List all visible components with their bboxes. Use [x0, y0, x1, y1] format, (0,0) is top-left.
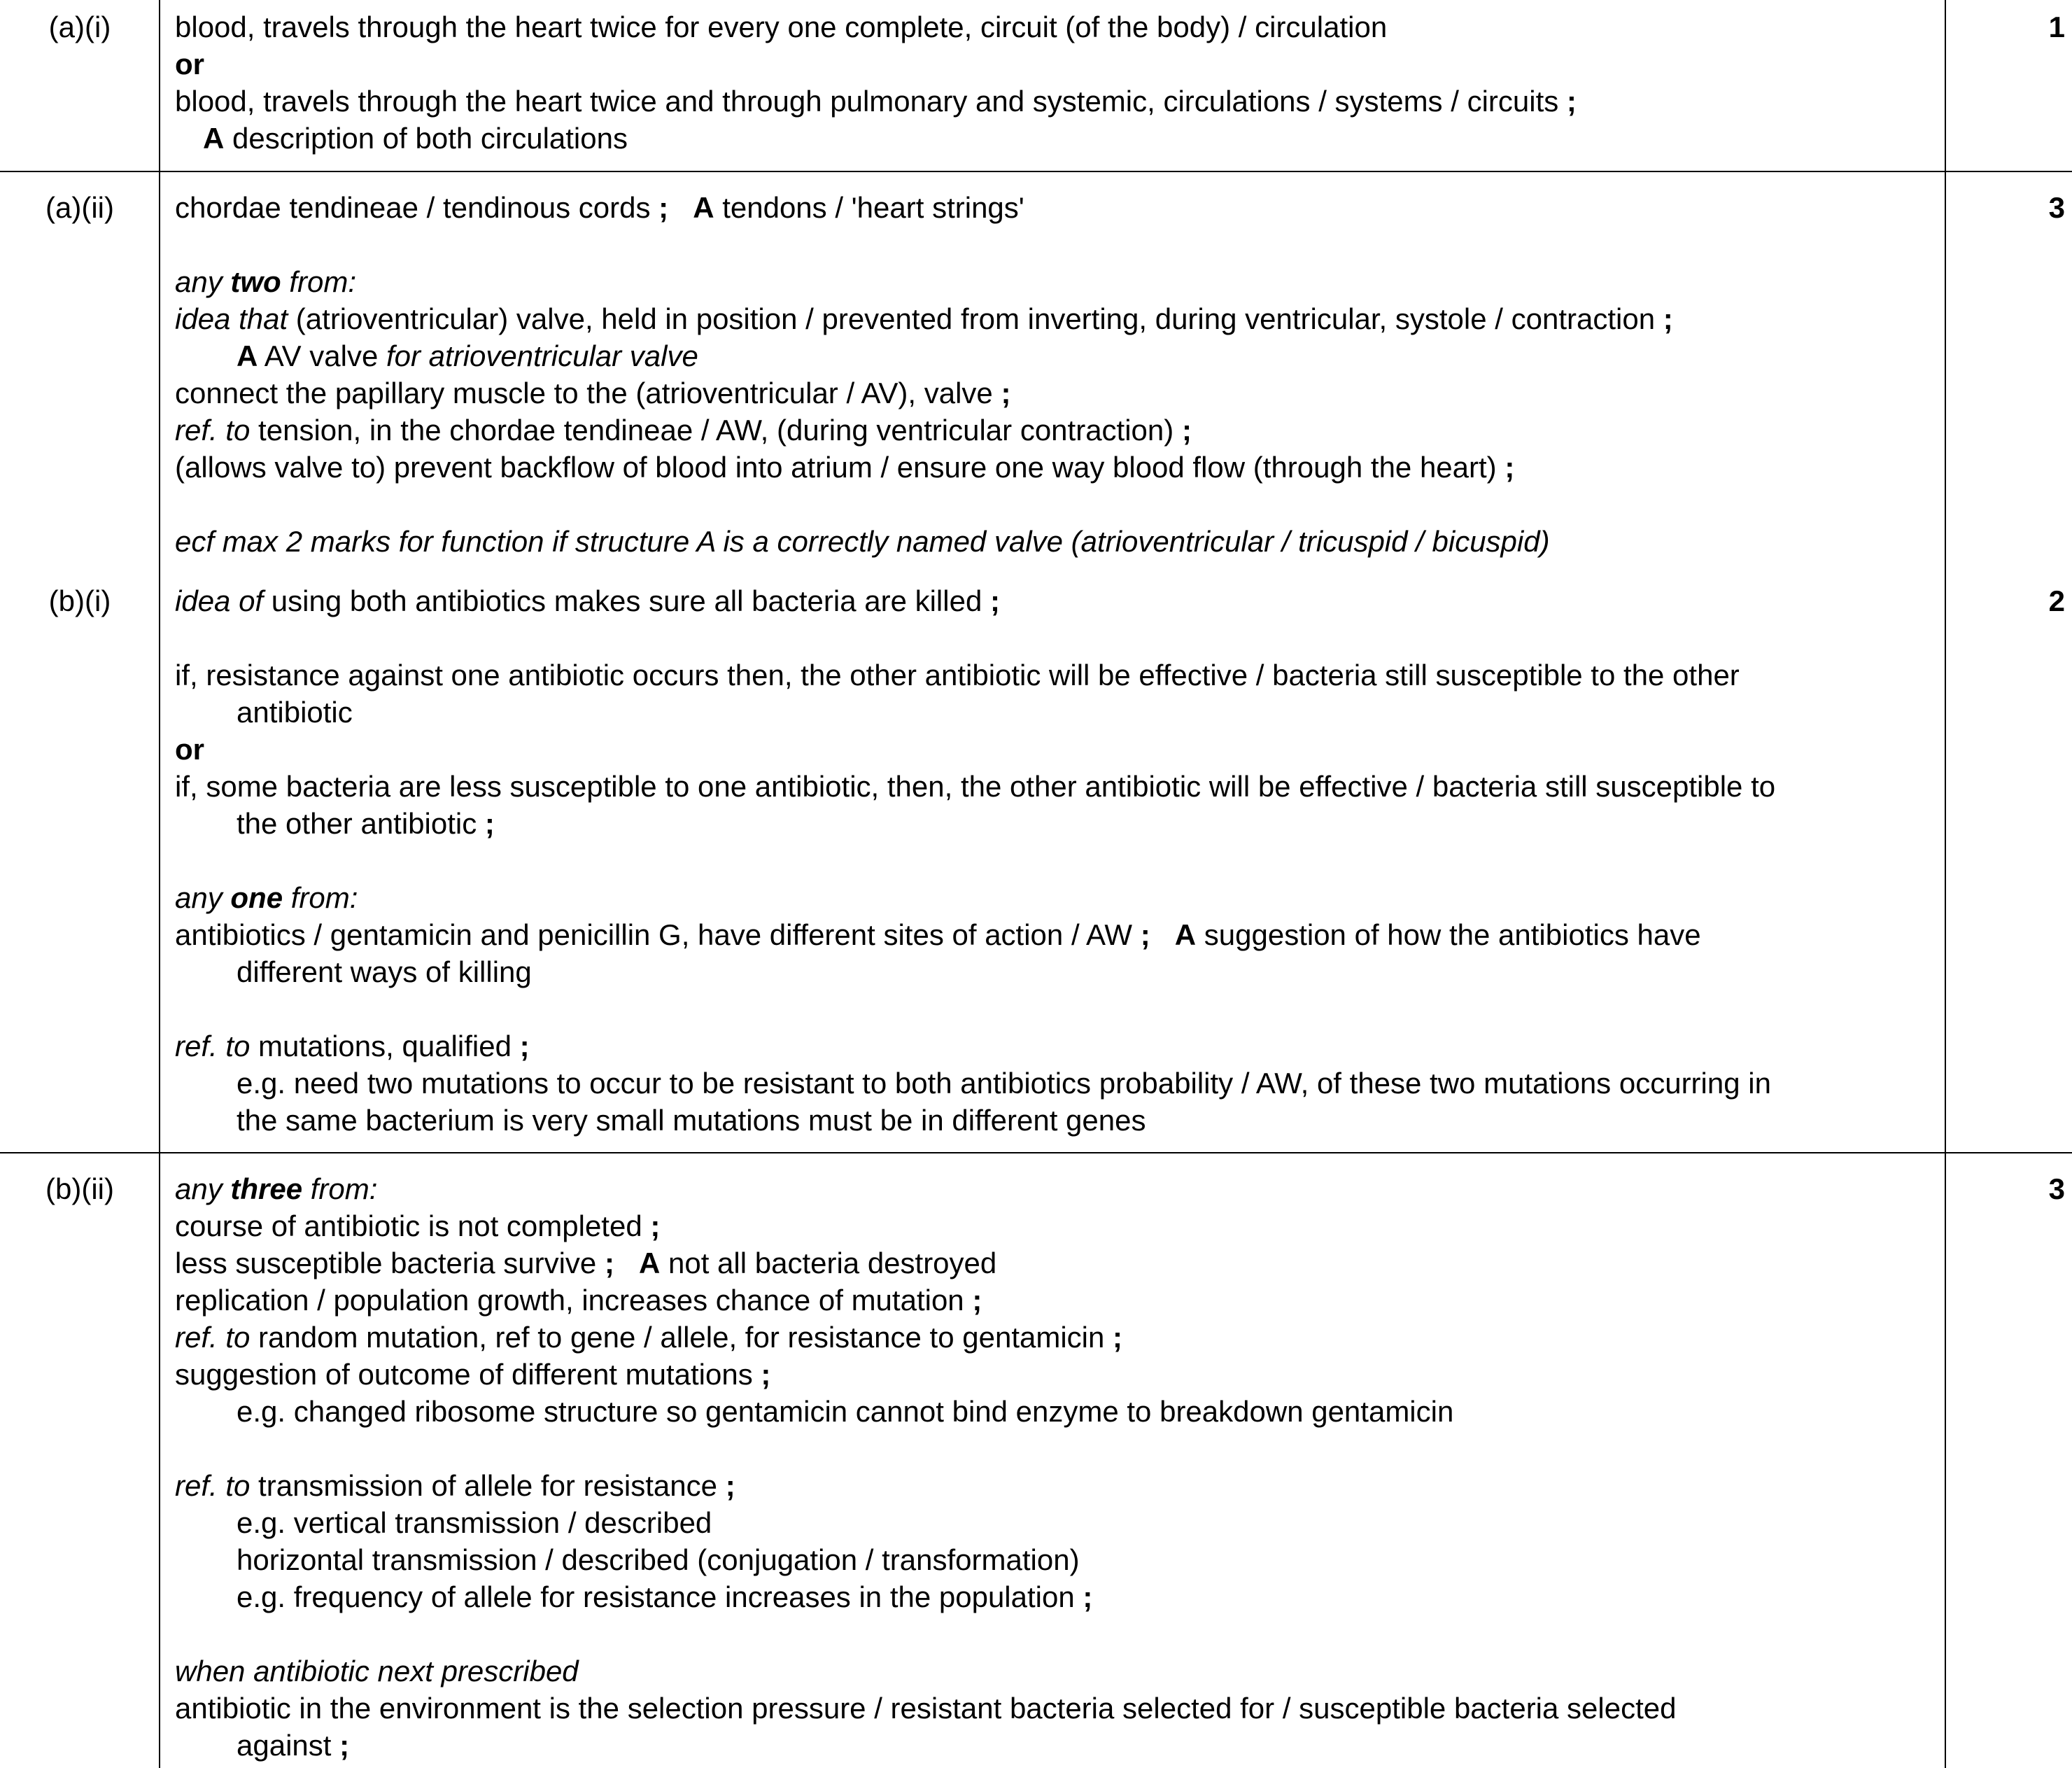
marks-a-ii: 3: [2048, 191, 2065, 224]
answer-line: ref. to transmission of allele for resistance ;: [175, 1469, 735, 1502]
answer-line-continued: the other antibiotic ;: [237, 807, 495, 840]
answer-line: ref. to random mutation, ref to gene / allele, for resistance to gentamicin ;: [175, 1321, 1123, 1354]
or-separator: or: [175, 733, 204, 766]
marks-b-ii: 3: [2048, 1172, 2065, 1205]
row-divider-1: [0, 171, 2072, 172]
question-label-a-ii: (a)(ii): [45, 191, 114, 224]
answer-line: blood, travels through the heart twice and through pulmonary and systemic, circulations / systems / circuits ;: [175, 85, 1577, 118]
accept-note: A AV valve for atrioventricular valve: [237, 339, 698, 372]
marks-a-i: 1: [2048, 10, 2065, 43]
accept-note: A description of both circulations: [203, 122, 628, 155]
answer-line: if, some bacteria are less susceptible to one antibiotic, then, the other antibiotic will be effective / bacteria still susceptible to: [175, 770, 1776, 803]
answer-block-b-ii: [175, 1170, 1938, 1764]
example-line: e.g. frequency of allele for resistance increases in the population ;: [237, 1580, 1093, 1613]
example-line: e.g. need two mutations to occur to be resistant to both antibiotics probability / AW, of these two mutations occurring in: [237, 1067, 1771, 1100]
answer-line-continued: against ;: [237, 1729, 350, 1762]
question-label-a-i: (a)(i): [48, 10, 111, 43]
example-line: e.g. vertical transmission / described: [237, 1506, 712, 1539]
example-line: the same bacterium is very small mutations must be in different genes: [237, 1104, 1146, 1137]
answer-block-a-i: [175, 8, 1938, 157]
any-from-heading: any two from:: [175, 265, 357, 298]
column-divider-right: [1945, 0, 1946, 1768]
answer-line: course of antibiotic is not completed ;: [175, 1209, 661, 1242]
example-line: e.g. changed ribosome structure so gentamicin cannot bind enzyme to breakdown gentamicin: [237, 1395, 1454, 1428]
ecf-note: ecf max 2 marks for function if structure A is a correctly named valve (atrioventricular / tricuspid / bicuspid): [175, 525, 1550, 558]
answer-line: blood, travels through the heart twice for every one complete, circuit (of the body) / circulation: [175, 10, 1388, 43]
example-line: horizontal transmission / described (conjugation / transformation): [237, 1543, 1080, 1576]
answer-line: ref. to tension, in the chordae tendineae / AW, (during ventricular contraction) ;: [175, 414, 1192, 447]
answer-line: antibiotics / gentamicin and penicillin G, have different sites of action / AW ; A suggestion of how the antibiotics have: [175, 918, 1701, 951]
condition-heading: when antibiotic next prescribed: [175, 1655, 579, 1688]
answer-line: replication / population growth, increases chance of mutation ;: [175, 1284, 982, 1317]
answer-line: chordae tendineae / tendinous cords ; A tendons / 'heart strings': [175, 191, 1024, 224]
any-from-heading: any three from:: [175, 1172, 378, 1205]
answer-line: connect the papillary muscle to the (atrioventricular / AV), valve ;: [175, 377, 1011, 409]
any-from-heading: any one from:: [175, 881, 358, 914]
answer-line: antibiotic in the environment is the selection pressure / resistant bacteria selected for / susceptible bacteria selected: [175, 1692, 1677, 1725]
answer-line: if, resistance against one antibiotic occurs then, the other antibiotic will be effective / bacteria still susceptible to the other: [175, 659, 1740, 692]
marks-b-i: 2: [2048, 584, 2065, 617]
answer-line: less susceptible bacteria survive ; A not all bacteria destroyed: [175, 1247, 997, 1279]
question-label-b-ii: (b)(ii): [45, 1172, 114, 1205]
or-separator: or: [175, 48, 204, 80]
question-label-b-i: (b)(i): [48, 584, 111, 617]
answer-line-continued: different ways of killing: [237, 955, 532, 988]
answer-line-continued: antibiotic: [237, 696, 353, 729]
answer-block-b-i: [175, 582, 1938, 1139]
row-divider-2: [0, 1152, 2072, 1153]
answer-line: (allows valve to) prevent backflow of blood into atrium / ensure one way blood flow (through the heart) ;: [175, 451, 1515, 484]
column-divider-left: [159, 0, 160, 1768]
answer-line: idea that (atrioventricular) valve, held in position / prevented from inverting, during ventricular, systole / contraction ;: [175, 302, 1673, 335]
answer-line: suggestion of outcome of different mutations ;: [175, 1358, 771, 1391]
answer-line: idea of using both antibiotics makes sure all bacteria are killed ;: [175, 584, 1000, 617]
answer-line: ref. to mutations, qualified ;: [175, 1030, 530, 1062]
answer-block-a-ii: [175, 189, 1938, 560]
